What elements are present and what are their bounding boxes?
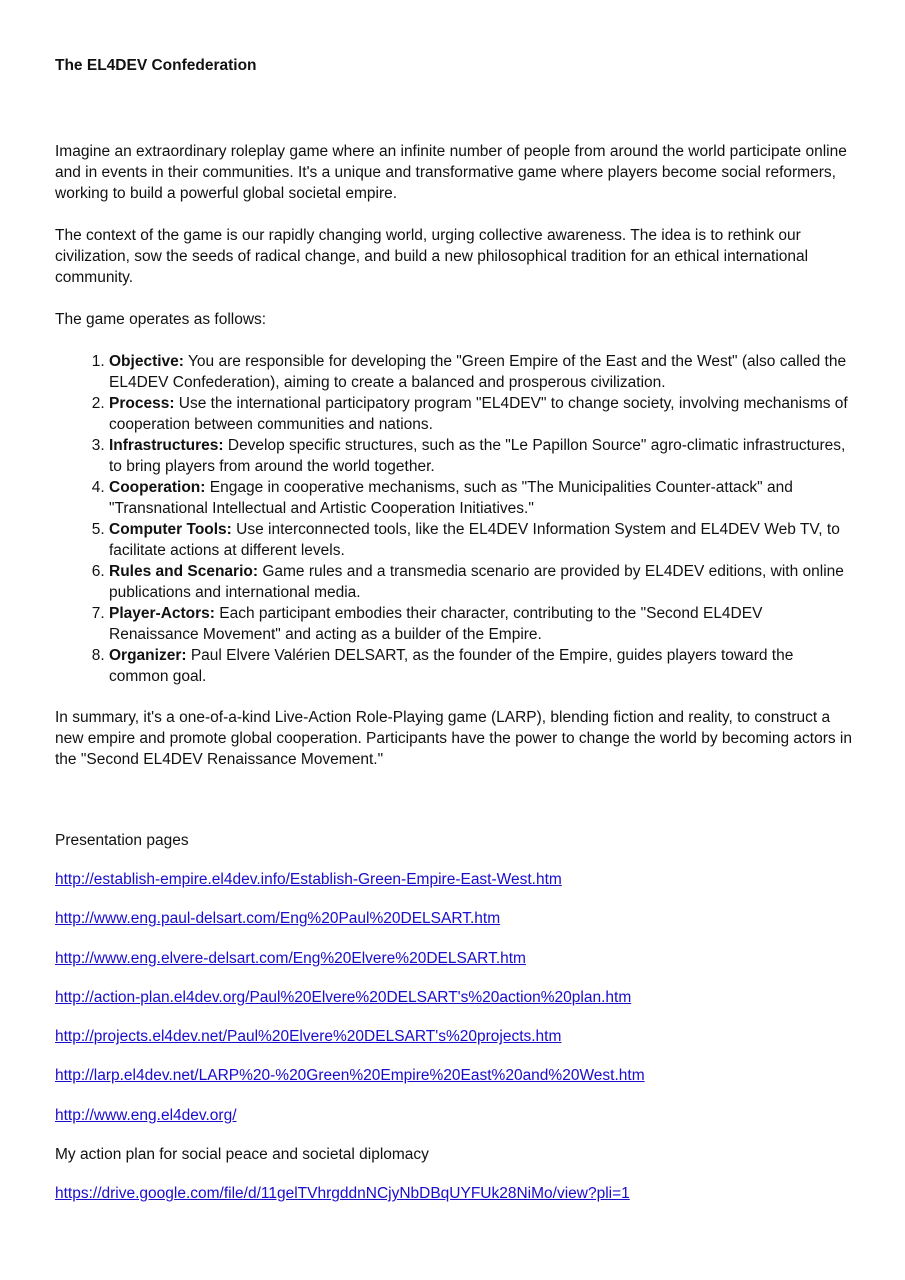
step-text: Each participant embodies their character, contributing to the "Second EL4DEV Renaissance Movement" and acting as a builder of the Empire. [109, 605, 763, 643]
step-label: Rules and Scenario: [109, 563, 259, 580]
step-label: Computer Tools: [109, 521, 232, 538]
step-text: Engage in cooperative mechanisms, such as "The Municipalities Counter-attack" and "Transnational Intellectual and Artistic Cooperation Initiatives." [109, 479, 793, 517]
list-item [109, 645, 855, 687]
presentation-link-paul-delsart[interactable]: http://www.eng.paul-delsart.com/Eng%20Paul%20DELSART.htm [55, 910, 501, 928]
step-label: Process: [109, 395, 175, 412]
intro-paragraph-3: The game operates as follows: [55, 311, 267, 328]
step-label: Objective: [109, 353, 184, 370]
list-item [109, 351, 855, 393]
action-plan-label: My action plan for social peace and societal diplomacy [55, 1146, 429, 1163]
step-label: Organizer: [109, 647, 187, 664]
step-label: Player-Actors: [109, 605, 215, 622]
step-text: You are responsible for developing the "Green Empire of the East and the West" (also called the EL4DEV Confederation), aiming to create a balanced and prosperous civilization. [109, 353, 847, 391]
presentation-link-establish-empire[interactable]: http://establish-empire.el4dev.info/Establish-Green-Empire-East-West.htm [55, 871, 562, 888]
presentation-link-action-plan[interactable]: http://action-plan.el4dev.org/Paul%20Elvere%20DELSART's%20action%20plan.htm [55, 988, 632, 1006]
step-text: Develop specific structures, such as the "Le Papillon Source" agro-climatic infrastructures, to bring players from around the world together. [109, 437, 846, 475]
step-label: Infrastructures: [109, 437, 224, 454]
presentation-links [55, 870, 855, 1145]
presentation-pages-label: Presentation pages [55, 832, 189, 849]
game-steps-list [55, 351, 855, 687]
step-text: Use interconnected tools, like the EL4DEV Information System and EL4DEV Web TV, to facilitate actions at different levels. [109, 521, 840, 559]
presentation-link-elvere-delsart[interactable]: http://www.eng.elvere-delsart.com/Eng%20Elvere%20DELSART.htm [55, 949, 526, 967]
intro-paragraph-1: Imagine an extraordinary roleplay game where an infinite number of people from around the world participate online and in events in their communities. It's a unique and transformative game where players become social reformers, working to build a powerful global societal empire. [55, 143, 847, 202]
step-text: Paul Elvere Valérien DELSART, as the founder of the Empire, guides players toward the common goal. [109, 647, 794, 685]
list-item [109, 603, 855, 645]
step-label: Cooperation: [109, 479, 206, 496]
list-item [109, 519, 855, 561]
step-text: Game rules and a transmedia scenario are provided by EL4DEV editions, with online publications and international media. [109, 563, 844, 601]
list-item [109, 435, 855, 477]
summary-paragraph: In summary, it's a one-of-a-kind Live-Action Role-Playing game (LARP), blending fiction and reality, to construct a new empire and promote global cooperation. Participants have the power to change the world by becoming actors in the "Second EL4DEV Renaissance Movement." [55, 709, 852, 768]
action-plan-drive-link[interactable]: https://drive.google.com/file/d/11gelTVhrgddnNCjyNbDBqUYFUk28NiMo/view?pli=1 [55, 1185, 630, 1202]
step-text: Use the international participatory program "EL4DEV" to change society, involving mechanisms of cooperation between communities and nations. [109, 395, 848, 433]
presentation-link-projects[interactable]: http://projects.el4dev.net/Paul%20Elvere%20DELSART's%20projects.htm [55, 1028, 562, 1046]
presentation-link-larp[interactable]: http://larp.el4dev.net/LARP%20-%20Green%20Empire%20East%20and%20West.htm [55, 1067, 645, 1085]
list-item [109, 393, 855, 435]
intro-paragraph-2: The context of the game is our rapidly changing world, urging collective awareness. The idea is to rethink our civilization, sow the seeds of radical change, and build a new philosophical tradition for an ethical international community. [55, 227, 809, 286]
presentation-link-el4dev[interactable]: http://www.eng.el4dev.org/ [55, 1106, 237, 1124]
list-item [109, 561, 855, 603]
document-title: The EL4DEV Confederation [55, 57, 257, 74]
list-item [109, 477, 855, 519]
